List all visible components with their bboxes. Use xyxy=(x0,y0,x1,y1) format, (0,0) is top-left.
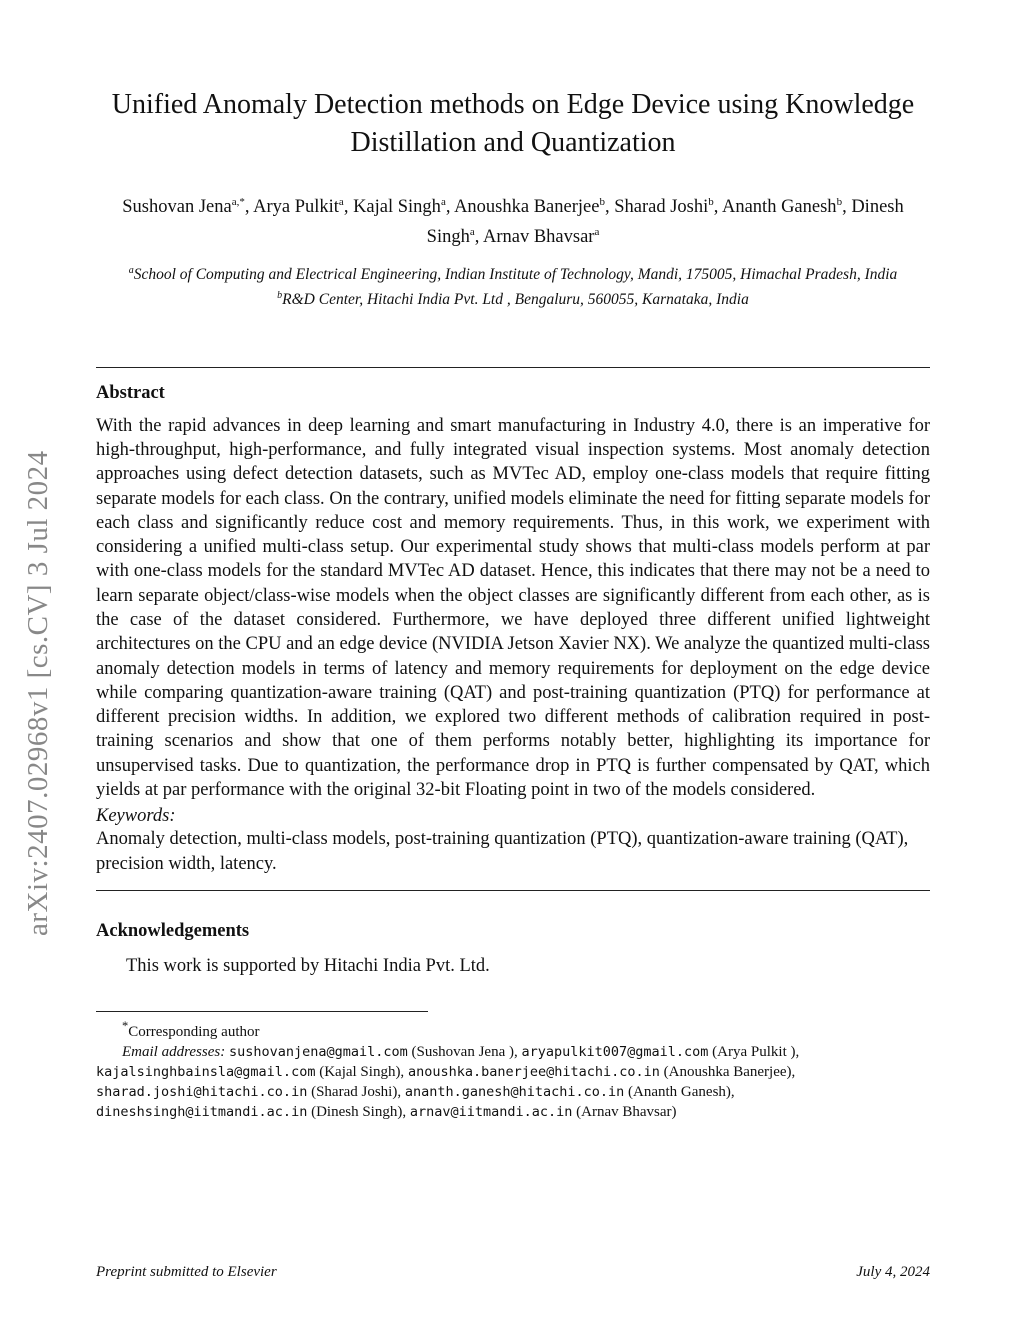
email-link[interactable]: sushovanjena@gmail.com xyxy=(228,1043,408,1060)
email-owner: (Arnav Bhavsar) xyxy=(576,1103,677,1120)
keywords-body: Anomaly detection, multi-class models, post-training quantization (PTQ), quantization-aware training (QAT), precision width, latency. xyxy=(96,829,909,874)
email-link[interactable]: dineshsingh@iitmandi.ac.in xyxy=(96,1103,308,1120)
email-link[interactable]: kajalsinghbainsla@gmail.com xyxy=(96,1063,316,1080)
abstract-top-rule xyxy=(96,367,930,368)
author-name: Dinesh Singh xyxy=(426,197,904,248)
author-name: Sushovan Jena xyxy=(122,197,232,218)
email-owner: (Arya Pulkit ), xyxy=(712,1043,800,1060)
footnote-rule xyxy=(96,1011,428,1012)
affiliation-text: School of Computing and Electrical Engineering, Indian Institute of Technology, Mandi, 175005, Himachal Pradesh, India xyxy=(133,266,898,284)
author-name: Arnav Bhavsar xyxy=(482,227,595,248)
email-link[interactable]: arnav@iitmandi.ac.in xyxy=(409,1103,573,1120)
abstract-heading: Abstract xyxy=(96,382,165,403)
email-link[interactable]: aryapulkit007@gmail.com xyxy=(521,1043,709,1060)
email-owner: (Sharad Joshi), xyxy=(311,1083,402,1100)
author-affiliation-mark: b xyxy=(708,196,714,208)
paper-title: Unified Anomaly Detection methods on Edge Device using Knowledge Distillation and Quantization xyxy=(111,89,915,158)
abstract-bottom-rule xyxy=(96,890,930,891)
author-affiliation-mark: a xyxy=(594,226,600,239)
footnote-mark: * xyxy=(122,1018,129,1033)
acknowledgements-body: This work is supported by Hitachi India Pvt. Ltd. xyxy=(126,955,490,976)
affiliation-a xyxy=(96,260,930,285)
email-owner: (Ananth Ganesh), xyxy=(628,1083,735,1100)
author-affiliation-mark: b xyxy=(599,196,605,208)
author-affiliation-mark: b xyxy=(836,196,843,208)
affiliations xyxy=(96,260,930,310)
abstract-body: With the rapid advances in deep learning and smart manufacturing in Industry 4.0, there is an imperative for high-throughput, high-performance, and fully integrated visual inspection systems. Most anomaly detection approaches using defect detection datasets, such as MVTec AD, employ one-class models that require fitting separate models for each class. On the contrary, unified models eliminate the need for fitting separate models for each class and significantly reduce cost and memory requirements. Thus, in this work, we experiment with considering a unified multi-class setup. Our experimental study shows that multi-class models perform at par with one-class models for the standard MVTec AD dataset. Hence, this indicates that there may not be a need to learn separate object/class-wise models when the object classes are significantly different from each other, as is the case of the dataset considered. Furthermore, we have deployed three different unified lightweight architectures on the CPU and an edge device (NVIDIA Jetson Xavier NX). We analyze the quantized multi-class anomaly detection models in terms of latency and memory requirements for deployment on the edge device while comparing quantization-aware training (QAT) and post-training quantization (PTQ) for performance at different precision widths. In addition, we explored two different methods of calibration required in post-training scenarios and show that one of them performs notably better, highlighting its importance for unsupervised tasks. Due to quantization, the performance drop in PTQ is further compensated by QAT, which yields at par performance with the original 32-bit Floating point in two of the models considered. xyxy=(96,415,930,801)
author-name: Kajal Singh xyxy=(353,197,441,218)
email-link[interactable]: ananth.ganesh@hitachi.co.in xyxy=(404,1083,625,1100)
author-affiliation-mark: a,* xyxy=(231,196,245,208)
affiliation-mark: b xyxy=(277,290,283,302)
author-name: Sharad Joshi xyxy=(614,197,709,218)
email-label: Email addresses: xyxy=(122,1043,226,1060)
email-owner: (Kajal Singh), xyxy=(319,1063,405,1080)
author-list: Sushovan Jena$^{a,*}$, Arya Pulkit$^a$, Kajal Singh$^a$, Anoushka Banerjee$^b$, Sharad Joshi$^b$, Ananth Ganesh$^b$, Dinesh Singh$^a$, Arnav Bhavsar$^a$ xyxy=(122,196,904,248)
affiliation-b xyxy=(96,285,930,310)
author-affiliation-mark: a xyxy=(338,196,344,208)
email-link[interactable]: sharad.joshi@hitachi.co.in xyxy=(96,1083,308,1100)
footnote xyxy=(96,1016,930,1122)
author-affiliation-mark: a xyxy=(440,196,446,208)
affiliation-text: R&D Center, Hitachi India Pvt. Ltd , Bengaluru, 560055, Karnataka, India xyxy=(282,291,749,309)
author-name: Arya Pulkit xyxy=(253,197,339,218)
affiliation-mark: a xyxy=(128,265,134,277)
paper-page xyxy=(96,86,930,1122)
footer-date: July 4, 2024 xyxy=(856,1264,930,1280)
corresponding-author-note xyxy=(96,1016,930,1042)
acknowledgements-heading: Acknowledgements xyxy=(96,920,250,941)
email-addresses xyxy=(96,1042,930,1122)
email-link[interactable]: anoushka.banerjee@hitachi.co.in xyxy=(407,1063,660,1080)
email-owner: (Anoushka Banerjee), xyxy=(663,1063,796,1080)
author-affiliation-mark: a xyxy=(469,226,475,239)
keywords-heading: Keywords: xyxy=(96,806,176,827)
email-owner: (Sushovan Jena ), xyxy=(411,1043,518,1060)
page-footer xyxy=(96,1264,930,1281)
corresponding-author-text: Corresponding author xyxy=(128,1023,260,1040)
author-name: Anoushka Banerjee xyxy=(454,197,600,218)
arxiv-identifier: arXiv:2407.02968v1 [cs.CV] 3 Jul 2024 xyxy=(22,450,54,936)
email-owner: (Dinesh Singh), xyxy=(311,1103,407,1120)
footer-journal: Preprint submitted to Elsevier xyxy=(96,1264,277,1280)
author-name: Ananth Ganesh xyxy=(721,197,837,218)
